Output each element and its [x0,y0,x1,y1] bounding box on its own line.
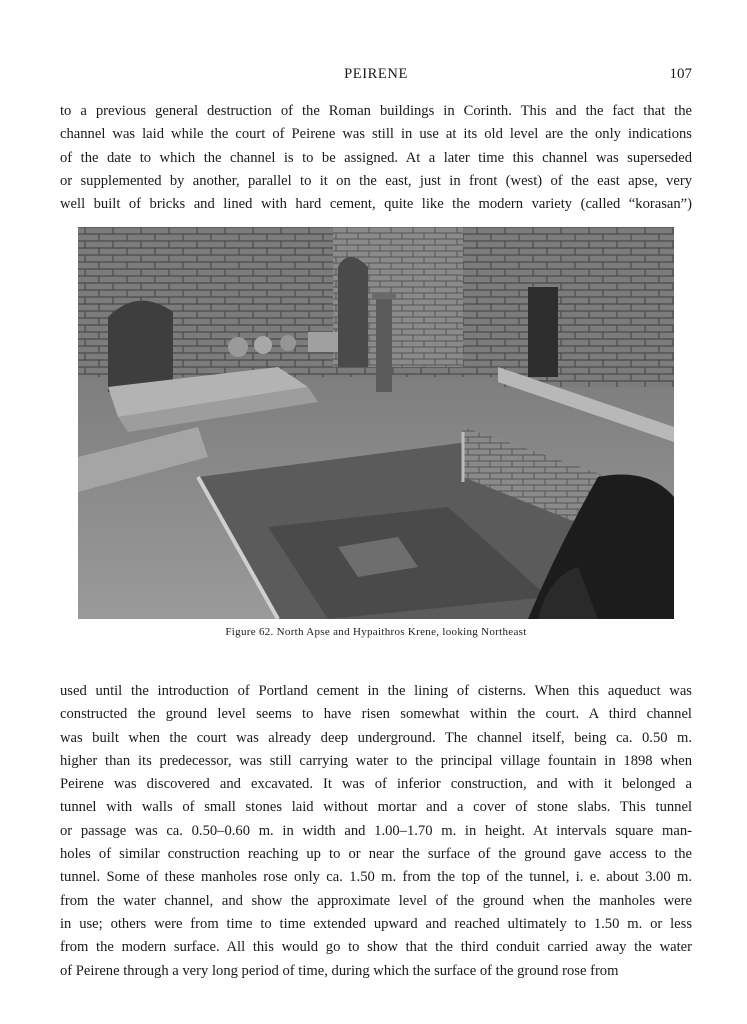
text-line: tunnel. Some of these manholes rose only ca. 1.50 m. from the top of the tunnel, i. e. about 3.00 m. [60,869,692,886]
text-line: holes of similar construction reaching up to or near the surface of the ground gave access to the [60,846,692,863]
text-line: from the water channel, and show the approximate level of the ground when the manholes were [60,892,692,909]
figure-caption: Figure 62. North Apse and Hypaithros Krene, looking Northeast [225,626,527,638]
text-line: or supplemented by another, parallel to it on the east, just in front (west) of the east apse, very [60,172,692,189]
figure-photograph [78,227,674,619]
text-line: of the date to which the channel is to be assigned. At a later time this channel was superseded [60,149,692,166]
text-line: tunnel with walls of small stones laid without mortar and a cover of stone slabs. This tunnel [60,799,692,816]
text-line: constructed the ground level seems to have risen somewhat within the court. A third channel [60,706,692,723]
text-line: channel was laid while the court of Peirene was still in use at its old level are the only indications [60,126,692,143]
ruins-photo-illustration [78,227,674,619]
text-line: or passage was ca. 0.50–0.60 m. in width and 1.00–1.70 m. in height. At intervals square man- [60,822,692,839]
text-line: to a previous general destruction of the Roman buildings in Corinth. This and the fact that the [60,103,692,119]
text-line: used until the introduction of Portland cement in the lining of cisterns. When this aqueduct was [60,683,692,699]
page-header [60,66,692,86]
text-line: well built of bricks and lined with hard cement, quite like the modern variety (called “korasan”) [60,196,692,213]
text-line: higher than its predecessor, was still carrying water to the principal village fountain in 1898 when [60,752,692,769]
paragraph-bottom [60,680,692,983]
paragraph-top [60,100,692,216]
text-line: was built when the court was already deep underground. The channel itself, being ca. 0.50 m. [60,729,692,746]
text-line: from the modern surface. All this would go to show that the third conduit carried away the water [60,939,692,956]
running-title: PEIRENE [344,66,408,82]
text-line: Peirene was discovered and excavated. It was of inferior construction, and with it belonged a [60,776,692,793]
text-line: in use; others were from time to time extended upward and reached ultimately to 1.50 m. or less [60,915,692,932]
page-number: 107 [669,66,692,82]
text-line: of Peirene through a very long period of time, during which the surface of the ground rose from [60,962,619,979]
